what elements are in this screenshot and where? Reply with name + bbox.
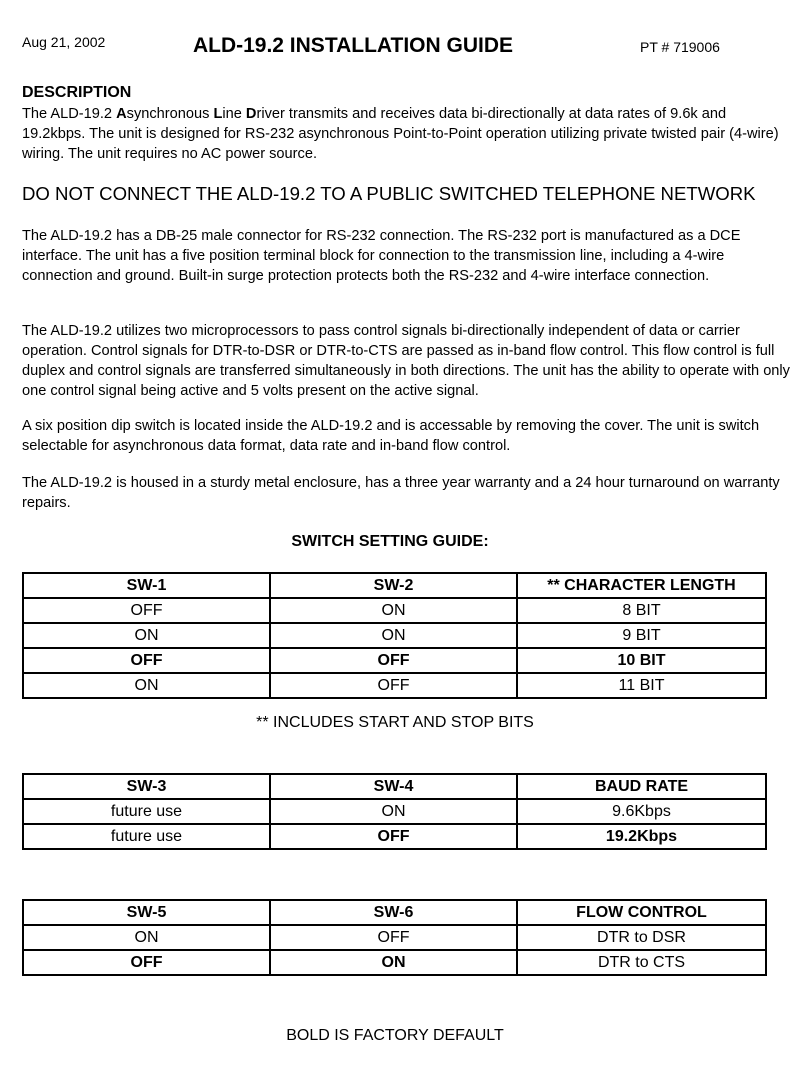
document-title: ALD-19.2 INSTALLATION GUIDE — [192, 34, 514, 57]
table-cell: future use — [23, 799, 270, 824]
paragraph-dip-switch: A six position dip switch is located inside the ALD-19.2 and is accessable by removing the cover. The unit is switch selectable for asynchronous data format, data rate and in-band flow control. — [22, 418, 760, 454]
table-cell: ON — [23, 673, 270, 698]
table-row — [23, 925, 766, 950]
table-cell: OFF — [270, 925, 517, 950]
table-header-cell: SW-6 — [270, 900, 517, 925]
table-row-default — [23, 824, 766, 849]
table-header-cell: SW-3 — [23, 774, 270, 799]
paragraph-microprocessors: The ALD-19.2 utilizes two microprocessors to pass control signals bi-directionally independent of data or carrier operation. Control signals for DTR-to-DSR or DTR-to-CTS are passed as in-band flow control. This flow control is full duplex and control signals are transferred simultaneously in both directions. The unit has the ability to operate with only one control signal being active and 5 volts present on the active signal. — [22, 323, 790, 399]
table-cell: 9.6Kbps — [517, 799, 766, 824]
document-date: Aug 21, 2002 — [22, 34, 106, 50]
table-cell: future use — [23, 824, 270, 849]
table-row — [23, 623, 766, 648]
table-cell: OFF — [23, 598, 270, 623]
table-cell-default: OFF — [270, 824, 517, 849]
table-cell: ON — [23, 925, 270, 950]
table-header-cell: SW-1 — [23, 573, 270, 598]
table-header-row — [23, 774, 766, 799]
table-cell: ON — [270, 799, 517, 824]
paragraph-connectors: The ALD-19.2 has a DB-25 male connector for RS-232 connection. The RS-232 port is manufactured as a DCE interface. The unit has a five position terminal block for connection to the transmission line, including a 4-wire connection and ground. Built-in surge protection protects both the RS-232 and 4-wire interface connection. — [22, 228, 741, 284]
description-word: synchronous — [126, 106, 214, 122]
table-cell: ON — [270, 623, 517, 648]
description-paragraph — [22, 104, 790, 164]
table-header-row — [23, 573, 766, 598]
table-row — [23, 673, 766, 698]
table-cell: DTR to DSR — [517, 925, 766, 950]
flow-control-table — [22, 899, 767, 976]
table-cell: 11 BIT — [517, 673, 766, 698]
table-header-row — [23, 900, 766, 925]
table-header-cell: SW-4 — [270, 774, 517, 799]
acronym-letter-d: D — [245, 106, 257, 122]
paragraph-enclosure: The ALD-19.2 is housed in a sturdy metal enclosure, has a three year warranty and a 24 hour turnaround on warranty repairs. — [22, 475, 780, 511]
acronym-letter-a: A — [116, 106, 127, 122]
table-header-cell: BAUD RATE — [517, 774, 766, 799]
table-cell-default: 19.2Kbps — [517, 824, 766, 849]
table-cell: ON — [23, 623, 270, 648]
character-length-table — [22, 572, 767, 699]
table-cell: 8 BIT — [517, 598, 766, 623]
table-row — [23, 598, 766, 623]
table-header-cell: SW-2 — [270, 573, 517, 598]
table-cell: ON — [270, 598, 517, 623]
table-header-cell: SW-5 — [23, 900, 270, 925]
description-body: river transmits and receives data bi-directionally at data rates of 9.6k and 19.2kbps. The unit is designed for RS-232 asynchronous Point-to-Point operation utilizing private twisted pair (4-wire) wiring. The unit requires no AC power source. — [22, 106, 779, 162]
table-cell-default: 10 BIT — [517, 648, 766, 673]
description-intro: The ALD-19.2 — [22, 106, 117, 122]
table-cell: OFF — [270, 673, 517, 698]
table-row-default — [23, 950, 766, 975]
description-heading: DESCRIPTION — [22, 84, 132, 101]
table-row — [23, 799, 766, 824]
character-length-note: ** INCLUDES START AND STOP BITS — [256, 714, 534, 731]
table-row-default — [23, 648, 766, 673]
acronym-letter-l: L — [213, 106, 223, 122]
table-cell-default: OFF — [23, 648, 270, 673]
warning-notice: DO NOT CONNECT THE ALD-19.2 TO A PUBLIC SWITCHED TELEPHONE NETWORK — [22, 183, 756, 204]
description-word: ine — [222, 106, 246, 122]
table-cell: DTR to CTS — [517, 950, 766, 975]
switch-guide-heading: SWITCH SETTING GUIDE: — [291, 533, 489, 550]
part-number: PT # 719006 — [640, 39, 720, 55]
table-header-cell: ** CHARACTER LENGTH — [517, 573, 766, 598]
factory-default-note: BOLD IS FACTORY DEFAULT — [286, 1027, 504, 1044]
table-cell-default: OFF — [270, 648, 517, 673]
table-cell-default: ON — [270, 950, 517, 975]
baud-rate-table — [22, 773, 767, 850]
table-header-cell: FLOW CONTROL — [517, 900, 766, 925]
table-cell: 9 BIT — [517, 623, 766, 648]
table-cell-default: OFF — [23, 950, 270, 975]
